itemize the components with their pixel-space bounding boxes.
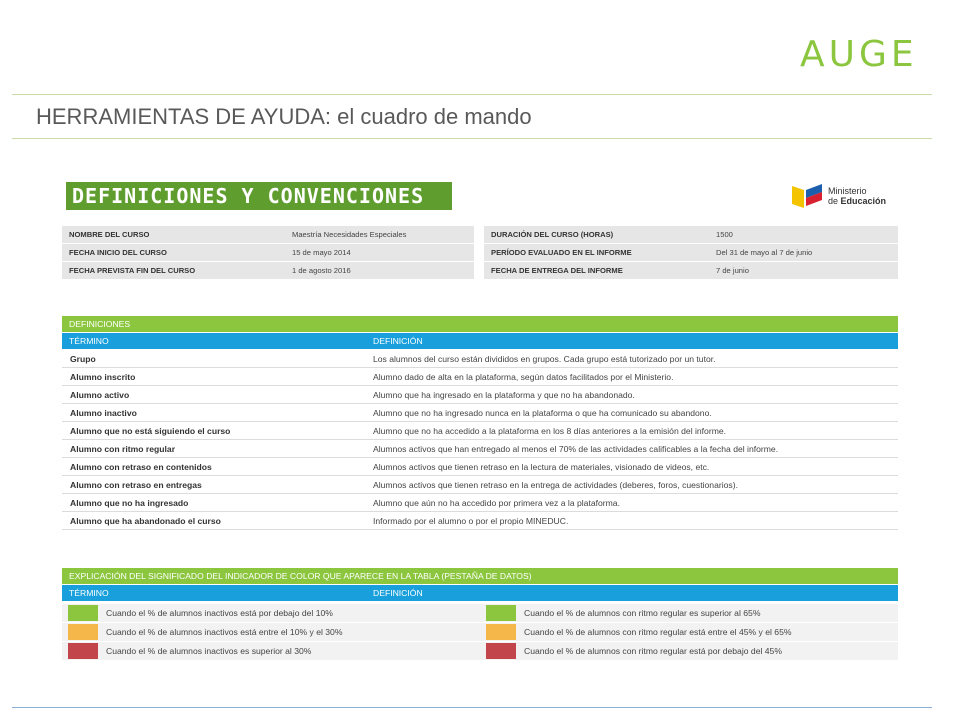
info-key: FECHA PREVISTA FIN DEL CURSO (69, 266, 196, 275)
color-swatch-green (68, 605, 98, 621)
column-term: TÉRMINO (69, 336, 109, 346)
info-value: 1500 (716, 230, 733, 239)
section-banner: DEFINICIONES Y CONVENCIONES (66, 182, 452, 210)
term-cell: Alumno con retraso en contenidos (70, 461, 212, 472)
page-title: HERRAMIENTAS DE AYUDA: el cuadro de mando (36, 104, 532, 129)
definitions-table (62, 350, 898, 530)
divider-top (12, 94, 932, 95)
legend-text: Cuando el % de alumnos inactivos es superior al 30% (106, 646, 312, 656)
info-value: 1 de agosto 2016 (292, 266, 351, 275)
info-key: FECHA DE ENTREGA DEL INFORME (491, 266, 623, 275)
colors-column-header (62, 585, 898, 601)
column-definition: DEFINICIÓN (373, 336, 423, 346)
info-row (484, 262, 898, 279)
flag-icon (790, 182, 824, 210)
color-swatch-red (68, 643, 98, 659)
definition-cell: Alumnos activos que han entregado al menos el 70% de las actividades calificables a la fecha del informe. (373, 443, 779, 454)
definition-cell: Alumnos activos que tienen retraso en la entrega de actividades (deberes, foros, cuestionarios). (373, 479, 738, 490)
ministry-line2: de (828, 196, 839, 206)
definition-cell: Alumnos activos que tienen retraso en la lectura de materiales, visionado de videos, etc. (373, 461, 710, 472)
definition-cell: Alumno que aún no ha accedido por primera vez a la plataforma. (373, 497, 620, 508)
table-row (62, 350, 898, 368)
course-info-left (62, 226, 474, 280)
info-row (62, 262, 474, 279)
color-swatch-green (486, 605, 516, 621)
column-definition: DEFINICIÓN (373, 588, 423, 598)
divider-title (12, 138, 932, 139)
term-cell: Alumno con retraso en entregas (70, 479, 202, 490)
definition-cell: Alumno que no ha ingresado nunca en la plataforma o que ha comunicado su abandono. (373, 407, 712, 418)
color-swatch-orange (68, 624, 98, 640)
info-key: NOMBRE DEL CURSO (69, 230, 150, 239)
definitions-column-header (62, 333, 898, 349)
ministry-logo (790, 180, 894, 214)
legend-row (62, 604, 898, 622)
term-cell: Grupo (70, 353, 96, 364)
info-value: Del 31 de mayo al 7 de junio (716, 248, 813, 257)
definition-cell: Los alumnos del curso están divididos en grupos. Cada grupo está tutorizado por un tutor. (373, 353, 716, 364)
term-cell: Alumno con ritmo regular (70, 443, 176, 454)
ministry-line3: Educación (840, 196, 887, 206)
table-row (62, 476, 898, 494)
info-key: DURACIÓN DEL CURSO (HORAS) (491, 230, 614, 239)
color-swatch-orange (486, 624, 516, 640)
term-cell: Alumno inscrito (70, 371, 136, 382)
legend-text: Cuando el % de alumnos inactivos está entre el 10% y el 30% (106, 627, 343, 637)
table-row (62, 422, 898, 440)
definition-cell: Alumno que no ha accedido a la plataforma en los 8 días anteriores a la emisión del informe. (373, 425, 727, 436)
info-row (62, 226, 474, 243)
term-cell: Alumno inactivo (70, 407, 137, 418)
table-row (62, 458, 898, 476)
info-key: PERÍODO EVALUADO EN EL INFORME (491, 248, 632, 257)
table-row (62, 512, 898, 530)
legend-text: Cuando el % de alumnos con ritmo regular está por debajo del 45% (524, 646, 782, 656)
table-row (62, 404, 898, 422)
table-row (62, 440, 898, 458)
course-info-right (484, 226, 898, 280)
color-legend-table (62, 604, 898, 661)
ministry-line1: Ministerio (828, 186, 867, 196)
definitions-section-header: DEFINICIONES (62, 316, 898, 332)
info-key: FECHA INICIO DEL CURSO (69, 248, 167, 257)
term-cell: Alumno que ha abandonado el curso (70, 515, 221, 526)
legend-row (62, 623, 898, 641)
info-value: 7 de junio (716, 266, 749, 275)
info-row (484, 244, 898, 261)
legend-row (62, 642, 898, 660)
info-value: Maestría Necesidades Especiales (292, 230, 407, 239)
term-cell: Alumno que no ha ingresado (70, 497, 189, 508)
legend-text: Cuando el % de alumnos con ritmo regular está entre el 45% y el 65% (524, 627, 792, 637)
color-swatch-red (486, 643, 516, 659)
term-cell: Alumno que no está siguiendo el curso (70, 425, 231, 436)
legend-text: Cuando el % de alumnos con ritmo regular es superior al 65% (524, 608, 761, 618)
legend-text: Cuando el % de alumnos inactivos está por debajo del 10% (106, 608, 333, 618)
table-row (62, 368, 898, 386)
brand-logo: AUGE (800, 34, 918, 75)
info-row (484, 226, 898, 243)
table-row (62, 386, 898, 404)
term-cell: Alumno activo (70, 389, 130, 400)
definition-cell: Alumno dado de alta en la plataforma, según datos facilitados por el Ministerio. (373, 371, 674, 382)
definition-cell: Informado por el alumno o por el propio MINEDUC. (373, 515, 569, 526)
definition-cell: Alumno que ha ingresado en la plataforma y que no ha abandonado. (373, 389, 635, 400)
column-term: TÉRMINO (69, 588, 109, 598)
info-value: 15 de mayo 2014 (292, 248, 351, 257)
divider-bottom (12, 707, 932, 708)
info-row (62, 244, 474, 261)
table-row (62, 494, 898, 512)
document-panel (62, 170, 904, 670)
colors-section-header: EXPLICACIÓN DEL SIGNIFICADO DEL INDICADOR DE COLOR QUE APARECE EN LA TABLA (PESTAÑA DE DATOS) (62, 568, 898, 584)
